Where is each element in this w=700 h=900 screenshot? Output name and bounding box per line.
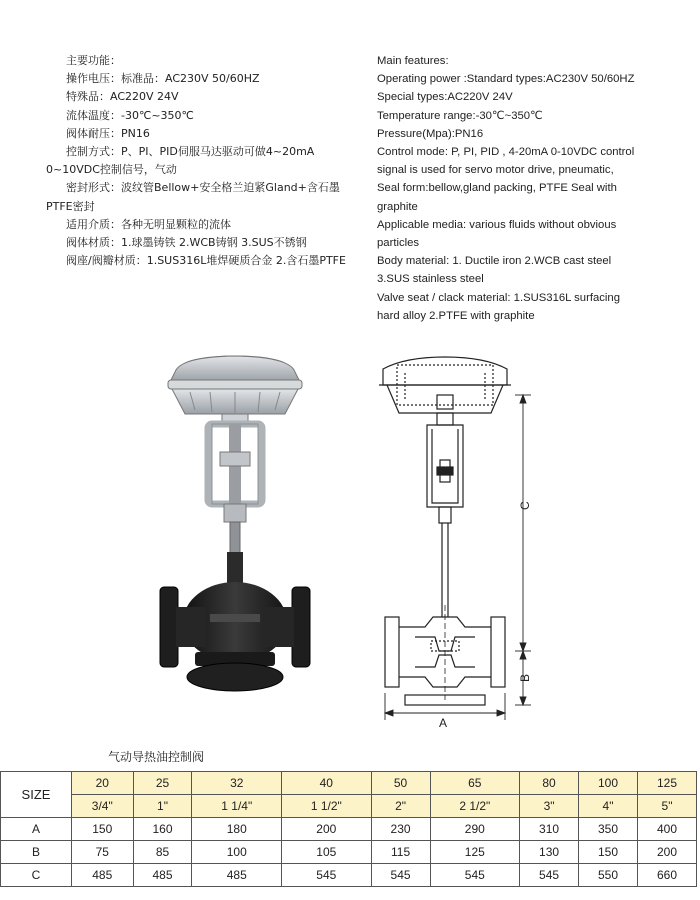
zh-line: 操作电压：标准品：AC230V 50/60HZ (66, 72, 260, 86)
valve-photo (150, 352, 325, 707)
value-cell: 85 (133, 841, 192, 864)
value-cell: 105 (282, 841, 372, 864)
value-cell: 75 (72, 841, 134, 864)
value-cell: 125 (430, 841, 520, 864)
en-line: 3.SUS stainless steel (377, 273, 484, 286)
inch-cell: 1" (133, 795, 192, 818)
dn-cell: 125 (637, 772, 696, 795)
table-row (1, 795, 697, 818)
inch-cell: 4" (579, 795, 638, 818)
en-line: Applicable media: various fluids without obvious (377, 218, 617, 231)
value-cell: 100 (192, 841, 282, 864)
value-cell: 290 (430, 818, 520, 841)
inch-cell: 3/4" (72, 795, 134, 818)
row-label: B (1, 841, 72, 864)
en-line: Operating power :Standard types:AC230V 50/60HZ (377, 73, 635, 86)
dimension-table (0, 771, 697, 887)
value-cell: 350 (579, 818, 638, 841)
inch-cell: 2 1/2" (430, 795, 520, 818)
value-cell: 485 (192, 864, 282, 887)
zh-line: 阀座/阀瓣材质：1.SUS316L堆焊硬质合金 2.含石墨PTFE (66, 254, 346, 268)
value-cell: 150 (72, 818, 134, 841)
table-row (1, 864, 697, 887)
table-row (1, 818, 697, 841)
value-cell: 130 (520, 841, 579, 864)
en-line: Seal form:bellow,gland packing, PTFE Seal with (377, 182, 617, 195)
value-cell: 485 (133, 864, 192, 887)
inch-cell: 2" (371, 795, 430, 818)
zh-line: 流体温度：-30℃~350℃ (66, 108, 194, 122)
dn-cell: 25 (133, 772, 192, 795)
size-header: SIZE (1, 772, 72, 818)
value-cell: 545 (520, 864, 579, 887)
features-en (377, 52, 677, 325)
zh-line: 0~10VDC控制信号，气动 (46, 163, 177, 177)
zh-line: 控制方式：P、PI、PID伺服马达驱动可做4~20mA (66, 145, 315, 159)
value-cell: 230 (371, 818, 430, 841)
value-cell: 660 (637, 864, 696, 887)
dim-label-b: B (518, 673, 532, 682)
inch-cell: 1 1/2" (282, 795, 372, 818)
zh-line: 阀体材质：1.球墨铸铁 2.WCB铸钢 3.SUS不锈钢 (66, 236, 307, 250)
zh-line: 适用介质：各种无明显颗粒的流体 (66, 217, 231, 231)
en-line: Body material: 1. Ductile iron 2.WCB cast steel (377, 255, 612, 268)
value-cell: 180 (192, 818, 282, 841)
features-zh (46, 52, 361, 270)
value-cell: 550 (579, 864, 638, 887)
valve-drawing (375, 355, 535, 730)
zh-line: 阀体耐压：PN16 (66, 126, 150, 140)
row-label: C (1, 864, 72, 887)
en-line: hard alloy 2.PTFE with graphite (377, 309, 535, 322)
value-cell: 200 (282, 818, 372, 841)
en-line: Pressure(Mpa):PN16 (377, 127, 484, 140)
en-line: Main features: (377, 55, 449, 67)
row-label: A (1, 818, 72, 841)
inch-cell: 5" (637, 795, 696, 818)
en-line: graphite (377, 200, 418, 213)
dim-label-a: A (439, 716, 448, 730)
table-row (1, 772, 697, 795)
value-cell: 545 (282, 864, 372, 887)
zh-line: 特殊品：AC220V 24V (66, 90, 179, 104)
en-line: particles (377, 237, 420, 250)
zh-line: PTFE密封 (46, 199, 95, 213)
dn-cell: 20 (72, 772, 134, 795)
dn-cell: 80 (520, 772, 579, 795)
value-cell: 400 (637, 818, 696, 841)
value-cell: 200 (637, 841, 696, 864)
product-caption: 气动导热油控制阀 (108, 750, 205, 764)
dn-cell: 32 (192, 772, 282, 795)
inch-cell: 3" (520, 795, 579, 818)
en-line: Temperature range:-30℃~350℃ (377, 109, 543, 122)
en-line: Control mode: P, PI, PID , 4-20mA 0-10VDC control (377, 146, 635, 159)
dn-cell: 40 (282, 772, 372, 795)
value-cell: 310 (520, 818, 579, 841)
value-cell: 545 (430, 864, 520, 887)
dim-label-c: C (518, 501, 532, 510)
value-cell: 115 (371, 841, 430, 864)
value-cell: 545 (371, 864, 430, 887)
dn-cell: 100 (579, 772, 638, 795)
zh-line: 主要功能： (66, 54, 121, 67)
value-cell: 485 (72, 864, 134, 887)
inch-cell: 1 1/4" (192, 795, 282, 818)
en-line: Special types:AC220V 24V (377, 91, 513, 104)
table-row (1, 841, 697, 864)
value-cell: 150 (579, 841, 638, 864)
en-line: signal is used for servo motor drive, pneumatic, (377, 164, 614, 177)
dn-cell: 65 (430, 772, 520, 795)
zh-line: 密封形式：波纹管Bellow+安全格兰迫紧Gland+含石墨 (66, 181, 340, 195)
value-cell: 160 (133, 818, 192, 841)
en-line: Valve seat / clack material: 1.SUS316L surfacing (377, 291, 620, 304)
dn-cell: 50 (371, 772, 430, 795)
